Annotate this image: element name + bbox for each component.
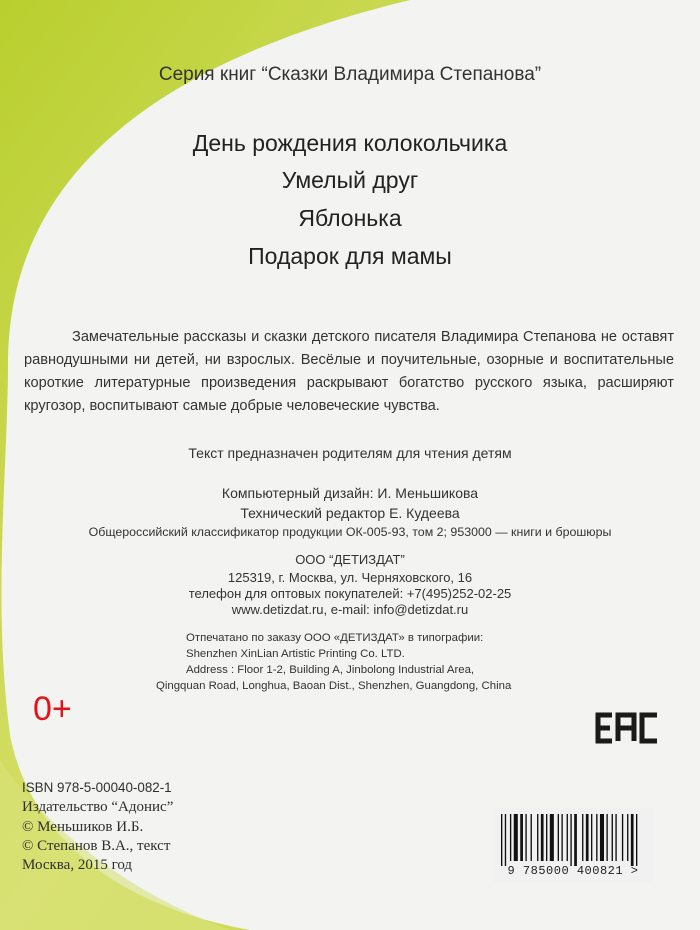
barcode-bar — [596, 814, 597, 861]
design-credit: Компьютерный дизайн: И. Меньшикова — [221, 485, 479, 501]
printing-line-3: Address : Floor 1-2, Building A, Jinbolong Industrial Area, — [186, 664, 475, 676]
publisher-web: www.detizdat.ru, e-mail: info@detizdat.ru — [231, 602, 469, 617]
barcode-bar — [550, 814, 554, 861]
printing-line-4: Qingquan Road, Longhua, Baoan Dist., Shenzhen, Guangdong, China — [156, 680, 512, 692]
barcode-bar — [531, 814, 532, 861]
barcode-bar — [600, 814, 604, 861]
barcode-bar — [606, 814, 607, 861]
barcode-bar — [525, 814, 526, 861]
book-title-3: Яблонька — [298, 205, 402, 231]
barcode-digits: 9 785000 400821 > — [507, 864, 639, 878]
publishing-house: Издательство “Адонис” — [22, 799, 174, 815]
audience-note: Текст предназначен родителям для чтения детям — [188, 445, 512, 461]
isbn: ISBN 978-5-00040-082-1 — [22, 780, 172, 795]
barcode-bar — [510, 814, 511, 861]
product-classifier: Общероссийский классификатор продукции ОК-005-93, том 2; 953000 — книги и брошюры — [88, 525, 612, 539]
copyright-illustrator: © Меньшиков И.Б. — [22, 819, 144, 835]
description-text: Замечательные рассказы и сказки детского писателя Владимира Степанова не оставят равнодушными ни детей, ни взрослых. Весёлые и поучительные, озорные и воспитательные короткие литературные произведения раскрывают богатство русского языка, расширяют кругозор, воспитывают самые добрые человеческие чувства. — [24, 329, 674, 414]
isbn-barcode — [493, 808, 653, 882]
copyright-author: © Степанов В.А., текст — [22, 838, 171, 854]
barcode-bar — [501, 814, 502, 866]
barcode-bar — [537, 814, 538, 861]
age-rating: 0+ — [33, 690, 72, 728]
series-title: Серия книг “Сказки Владимира Степанова” — [158, 64, 542, 85]
barcode-bar — [561, 814, 562, 861]
barcode-bar — [570, 814, 571, 866]
barcode-bar — [582, 814, 583, 861]
book-title-4: Подарок для мамы — [248, 243, 452, 269]
book-title-1: День рождения колокольчика — [192, 130, 508, 156]
printing-line-2: Shenzhen XinLian Artistic Printing Co. LTD. — [186, 648, 405, 660]
barcode-bar — [631, 814, 634, 866]
barcode-bar — [546, 814, 547, 861]
city-year: Москва, 2015 год — [22, 857, 133, 873]
barcode-bar — [615, 814, 616, 861]
barcode-bar — [574, 814, 577, 866]
book-title-2: Умелый друг — [281, 167, 419, 193]
barcode-bar — [591, 814, 592, 861]
barcode-bar — [586, 814, 589, 861]
book-description — [24, 326, 674, 418]
barcode-bars — [501, 814, 645, 866]
publisher-address: 125319, г. Москва, ул. Черняховского, 16 — [227, 570, 473, 585]
publisher-name: ООО “ДЕТИЗДАТ” — [295, 552, 405, 567]
barcode-bar — [627, 814, 628, 861]
barcode-bar — [612, 814, 613, 861]
publisher-phone: телефон для оптовых покупателей: +7(495)252-02-25 — [188, 586, 512, 601]
barcode-bar — [520, 814, 523, 861]
barcode-bar — [622, 814, 623, 861]
eac-certification-icon — [594, 712, 662, 744]
barcode-bar — [541, 814, 544, 861]
barcode-bar — [636, 814, 637, 866]
barcode-bar — [567, 814, 568, 861]
barcode-bar — [514, 814, 518, 861]
barcode-bar — [558, 814, 559, 861]
editor-credit: Технический редактор Е. Кудеева — [240, 505, 460, 521]
printing-line-1: Отпечатано по заказу ООО «ДЕТИЗДАТ» в типографии: — [186, 632, 484, 644]
barcode-bar — [505, 814, 506, 866]
